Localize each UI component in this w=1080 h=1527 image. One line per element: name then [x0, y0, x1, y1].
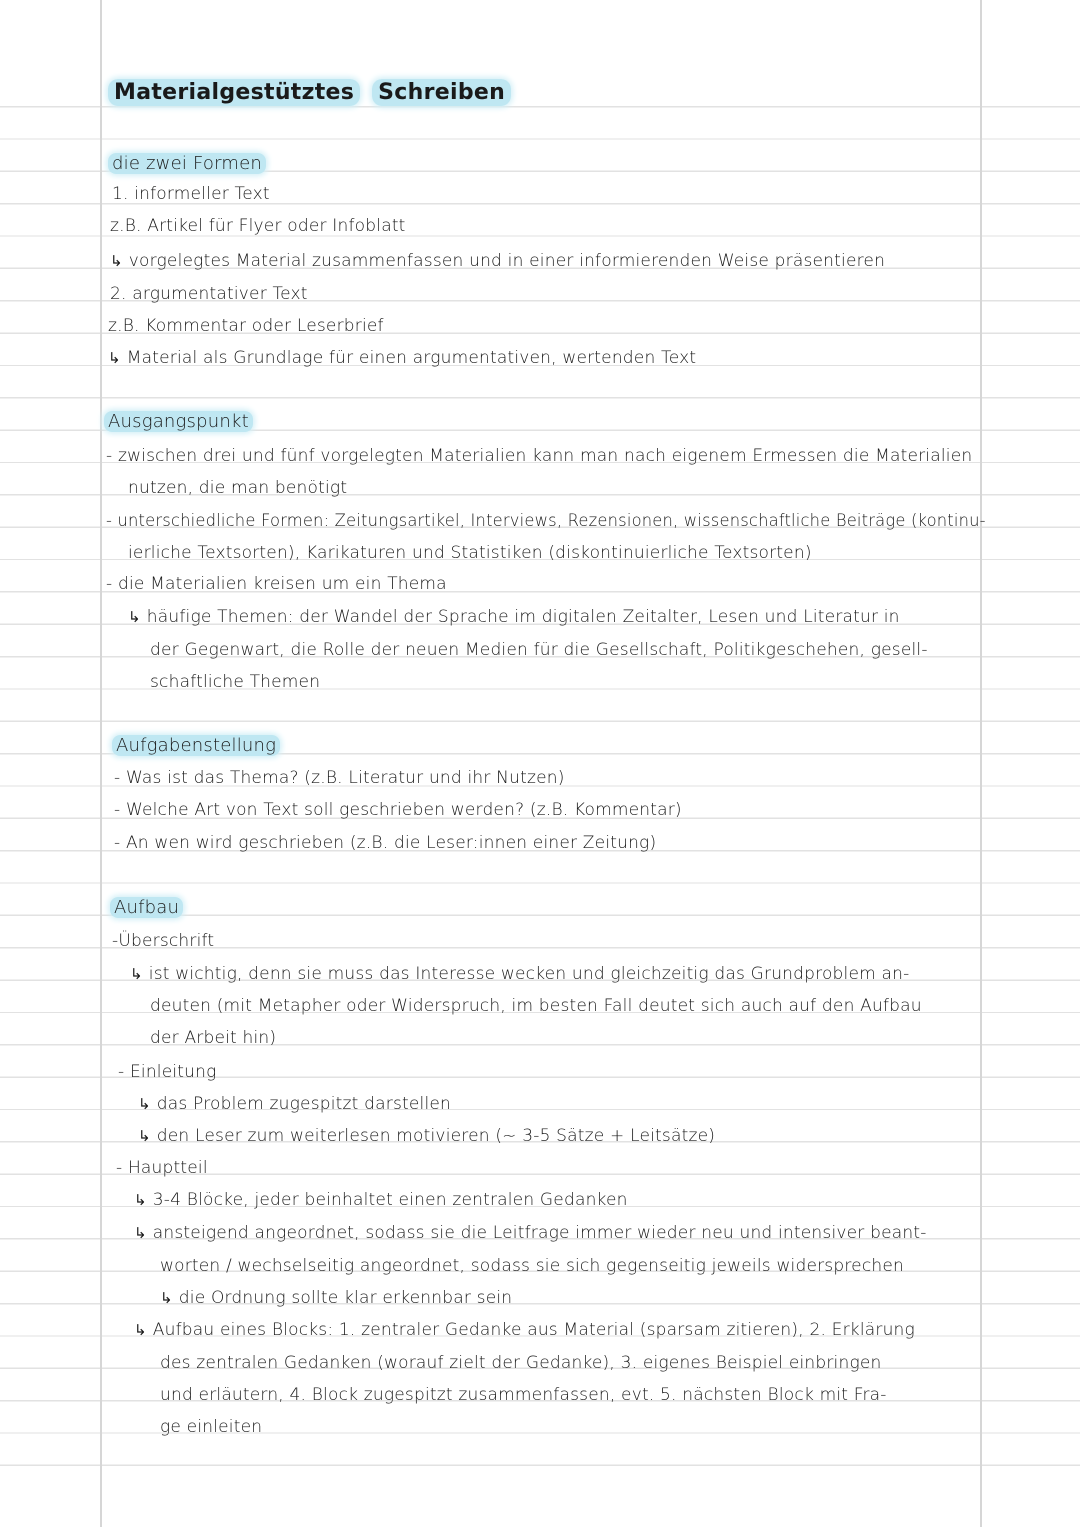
arrow-icon: ↳: [134, 1224, 147, 1242]
list-item: schaftliche Themen: [150, 672, 321, 692]
title-word-1: Materialgestütztes: [108, 79, 360, 106]
list-item: - Einleitung: [118, 1062, 217, 1082]
list-item: ↳ ansteigend angeordnet, sodass sie die Leitfrage immer wieder neu und intensiver beant-: [134, 1223, 927, 1243]
arrow-icon: ↳: [134, 1191, 147, 1209]
arrow-icon: ↳: [138, 1095, 151, 1113]
list-item: ↳ häufige Themen: der Wandel der Sprache im digitalen Zeitalter, Lesen und Literatur in: [128, 607, 900, 627]
list-item: ↳ die Ordnung sollte klar erkennbar sein: [160, 1288, 513, 1308]
list-item: des zentralen Gedanken (worauf zielt der Gedanke), 3. eigenes Beispiel einbringen: [160, 1353, 882, 1373]
list-item: der Gegenwart, die Rolle der neuen Medien für die Gesellschaft, Politikgeschehen, gesell-: [150, 640, 928, 660]
list-item: ↳ Material als Grundlage für einen argumentativen, wertenden Text: [108, 348, 697, 368]
arrow-icon: ↳: [134, 1321, 147, 1339]
arrow-icon: ↳: [128, 608, 141, 626]
list-item: - Welche Art von Text soll geschrieben werden? (z.B. Kommentar): [114, 800, 682, 820]
list-item: ierliche Textsorten), Karikaturen und Statistiken (diskontinuierliche Textsorten): [128, 543, 812, 563]
list-item: - die Materialien kreisen um ein Thema: [106, 574, 447, 594]
list-item: - Was ist das Thema? (z.B. Literatur und ihr Nutzen): [114, 768, 565, 788]
arrow-icon: ↳: [108, 349, 121, 367]
list-item: worten / wechselseitig angeordnet, sodass sie sich gegenseitig jeweils widersprechen: [160, 1256, 904, 1276]
section-heading-aufbau: Aufbau: [110, 897, 183, 919]
list-item: 2. argumentativer Text: [110, 284, 308, 304]
list-item: ge einleiten: [160, 1417, 263, 1437]
section-heading-formen: die zwei Formen: [108, 153, 266, 175]
page-title: [108, 80, 511, 105]
list-item: ↳ Aufbau eines Blocks: 1. zentraler Gedanke aus Material (sparsam zitieren), 2. Erklärung: [134, 1320, 915, 1340]
title-word-2: Schreiben: [372, 79, 511, 106]
list-item: ↳ 3-4 Blöcke, jeder beinhaltet einen zentralen Gedanken: [134, 1190, 628, 1210]
list-item: ↳ ist wichtig, denn sie muss das Interesse wecken und gleichzeitig das Grundproblem an-: [130, 964, 910, 984]
list-item: ↳ das Problem zugespitzt darstellen: [138, 1094, 452, 1114]
arrow-icon: ↳: [130, 965, 143, 983]
list-item: - unterschiedliche Formen: Zeitungsartikel, Interviews, Rezensionen, wissenschaftliche Beiträge (kontinu-: [106, 511, 986, 531]
arrow-icon: ↳: [160, 1289, 173, 1307]
arrow-icon: ↳: [138, 1127, 151, 1145]
list-item: deuten (mit Metapher oder Widerspruch, im besten Fall deutet sich auch auf den Aufbau: [150, 996, 922, 1016]
list-item: - Hauptteil: [116, 1158, 208, 1178]
list-item: der Arbeit hin): [150, 1028, 277, 1048]
section-heading-ausgangspunkt: Ausgangspunkt: [104, 411, 253, 433]
list-item: - zwischen drei und fünf vorgelegten Materialien kann man nach eigenem Ermessen die Materialien: [106, 446, 973, 466]
list-item: 1. informeller Text: [112, 184, 270, 204]
arrow-icon: ↳: [110, 252, 123, 270]
list-item: z.B. Artikel für Flyer oder Infoblatt: [110, 216, 406, 236]
list-item: nutzen, die man benötigt: [128, 478, 348, 498]
list-item: - An wen wird geschrieben (z.B. die Leser:innen einer Zeitung): [114, 833, 657, 853]
right-margin-line: [980, 0, 982, 1527]
list-item: z.B. Kommentar oder Leserbrief: [108, 316, 384, 336]
list-item: -Überschrift: [112, 931, 215, 951]
left-margin-line: [100, 0, 102, 1527]
list-item: ↳ den Leser zum weiterlesen motivieren (~ 3-5 Sätze + Leitsätze): [138, 1126, 716, 1146]
list-item: ↳ vorgelegtes Material zusammenfassen und in einer informierenden Weise präsentieren: [110, 251, 886, 271]
list-item: und erläutern, 4. Block zugespitzt zusammenfassen, evt. 5. nächsten Block mit Fra-: [160, 1385, 887, 1405]
section-heading-aufgabenstellung: Aufgabenstellung: [112, 735, 280, 757]
